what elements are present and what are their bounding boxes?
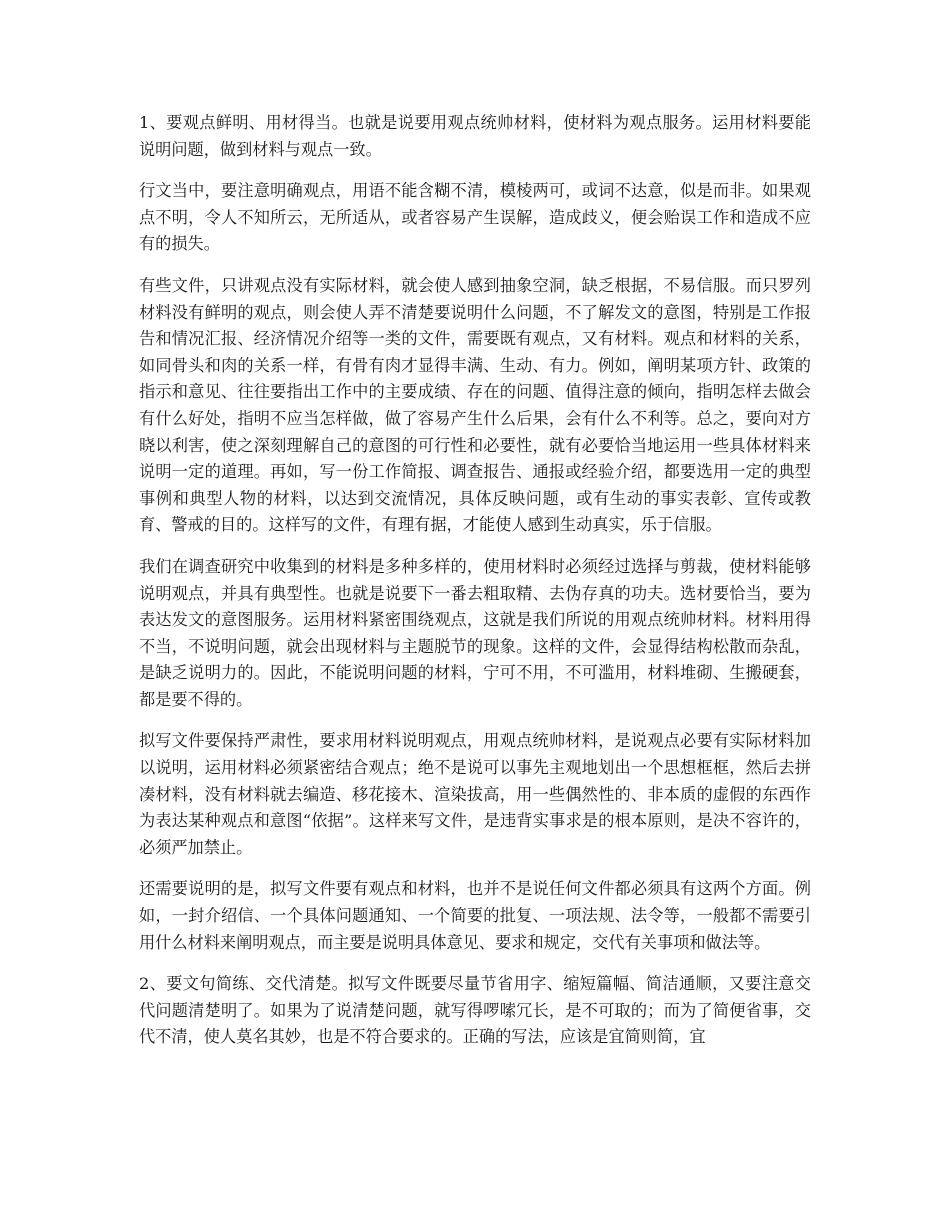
- document-page: [139, 110, 811, 1066]
- paragraph-7: 2、要文句简练、交代清楚。拟写文件既要尽量节省用字、缩短篇幅、简洁通顺，又要注意交代问题清楚明了。如果为了说清楚问题，就写得啰嗦冗长，是不可取的；而为了简便省事，交代不清，使人莫名其妙，也是不符合要求的。正确的写法，应该是宜简则简，宜: [139, 974, 811, 1047]
- paragraph-4: 我们在调查研究中收集到的材料是多种多样的，使用材料时必须经过选择与剪裁，使材料能够说明观点，并具有典型性。也就是说要下一番去粗取精、去伪存真的功夫。选材要恰当，要为表达发文的意图服务。运用材料紧密围绕观点，这就是我们所说的用观点统帅材料。材料用得不当，不说明问题，就会出现材料与主题脱节的现象。这样的文件，会显得结构松散而杂乱，是缺乏说明力的。因此，不能说明问题的材料，宁可不用，不可滥用，材料堆砌、生搬硬套，都是要不得的。: [139, 556, 811, 709]
- paragraph-5: 拟写文件要保持严肃性，要求用材料说明观点，用观点统帅材料，是说观点必要有实际材料加以说明，运用材料必须紧密结合观点；绝不是说可以事先主观地划出一个思想框框，然后去拼凑材料，没有材料就去编造、移花接木、渲染拔高，用一些偶然性的、非本质的虚假的东西作为表达某种观点和意图“依据”。这样来写文件，是违背实事求是的根本原则，是决不容许的，必须严加禁止。: [139, 731, 811, 857]
- paragraph-6: 还需要说明的是，拟写文件要有观点和材料，也并不是说任何文件都必须具有这两个方面。例如，一封介绍信、一个具体问题通知、一个简要的批复、一项法规、法令等，一般都不需要引用什么材料来阐明观点，而主要是说明具体意见、要求和规定，交代有关事项和做法等。: [139, 879, 811, 952]
- paragraph-2: 行文当中，要注意明确观点，用语不能含糊不清，模棱两可，或词不达意，似是而非。如果观点不明，令人不知所云，无所适从，或者容易产生误解，造成歧义，便会贻误工作和造成不应有的损失。: [139, 181, 811, 254]
- paragraph-1: 1、要观点鲜明、用材得当。也就是说要用观点统帅材料，使材料为观点服务。运用材料要能说明问题，做到材料与观点一致。: [139, 113, 811, 159]
- paragraph-3: 有些文件，只讲观点没有实际材料，就会使人感到抽象空洞，缺乏根据，不易信服。而只罗列材料没有鲜明的观点，则会使人弄不清楚要说明什么问题，不了解发文的意图，特别是工作报告和情况汇报、经济情况介绍等一类的文件，需要既有观点，又有材料。观点和材料的关系，如同骨头和肉的关系一样，有骨有肉才显得丰满、生动、有力。例如，阐明某项方针、政策的指示和意见、往往要指出工作中的主要成绩、存在的问题、值得注意的倾向，指明怎样去做会有什么好处，指明不应当怎样做，做了容易产生什么后果，会有什么不利等。总之，要向对方晓以利害，使之深刻理解自己的意图的可行性和必要性，就有必要恰当地运用一些具体材料来说明一定的道理。再如，写一份工作简报、调查报告、通报或经验介绍，都要选用一定的典型事例和典型人物的材料，以达到交流情况，具体反映问题，或有生动的事实表彰、宣传或教育、警戒的目的。这样写的文件，有理有据，才能使人感到生动真实，乐于信服。: [139, 275, 811, 535]
